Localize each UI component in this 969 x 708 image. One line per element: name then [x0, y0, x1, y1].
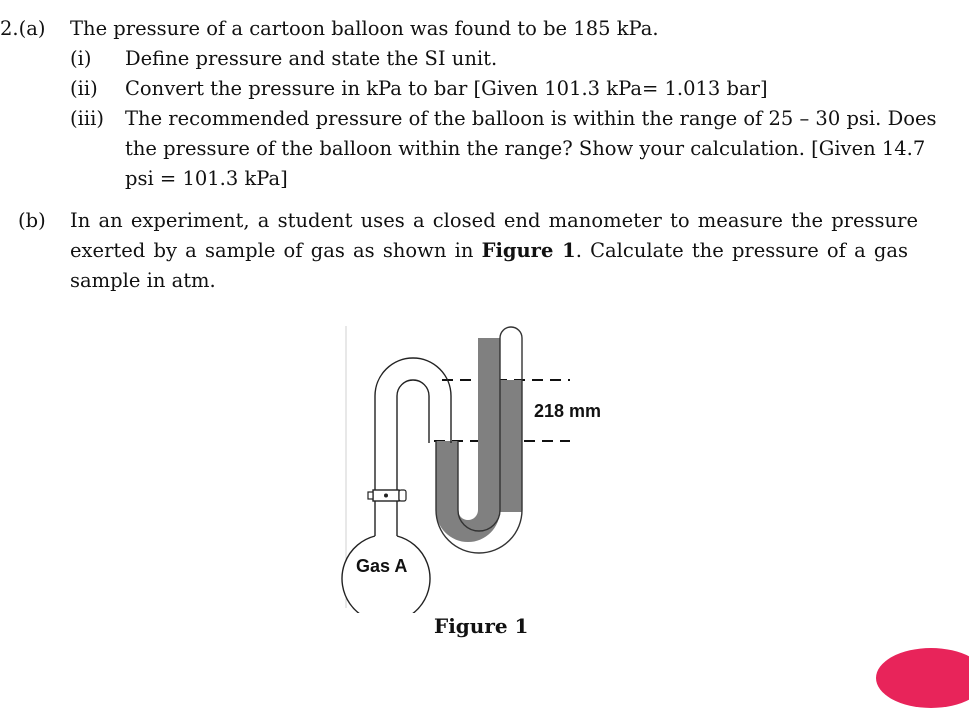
arch-outer [375, 358, 451, 396]
part-iii-line-3: psi = 101.3 kPa] [125, 167, 288, 190]
part-ii-text: Convert the pressure in kPa to bar [Given 101.3 kPa= 1.013 bar] [125, 77, 768, 100]
part-iii-line-2: the pressure of the balloon within the range? Show your calculation. [Given 14.7 [125, 137, 926, 160]
question-stem: The pressure of a cartoon balloon was found to be 185 kPa. [70, 17, 659, 40]
part-iii-line-1: The recommended pressure of the balloon is within the range of 25 – 30 psi. Does [125, 107, 937, 130]
mercury-right-column [500, 380, 522, 512]
part-b-line-1: In an experiment, a student uses a closed end manometer to measure the pressure [70, 209, 918, 232]
part-b-line-2-post: . Calculate the pressure of a gas [575, 239, 909, 262]
part-i-label: (i) [70, 47, 92, 70]
part-b-label: (b) [18, 209, 46, 232]
height-label: 218 mm [534, 401, 602, 421]
valve-left-knob [368, 492, 373, 499]
figure-reference: Figure 1 [481, 239, 576, 262]
gas-label: Gas A [356, 556, 408, 576]
arch-inner [397, 380, 429, 396]
mercury-column [436, 338, 500, 542]
part-b-line-2 [70, 236, 908, 266]
valve-center-dot [384, 494, 388, 498]
part-iii-label: (iii) [70, 107, 104, 130]
part-ii-label: (ii) [70, 77, 98, 100]
part-b-line-3: sample in atm. [70, 269, 216, 292]
part-b-line-2-pre: exerted by a sample of gas as shown in [70, 239, 482, 262]
part-i-text: Define pressure and state the SI unit. [125, 47, 498, 70]
question-number: 2.(a) [0, 17, 46, 40]
valve-right-knob [399, 490, 406, 501]
figure-caption: Figure 1 [434, 614, 529, 638]
decorative-badge [876, 648, 969, 708]
manometer-figure [330, 318, 630, 613]
